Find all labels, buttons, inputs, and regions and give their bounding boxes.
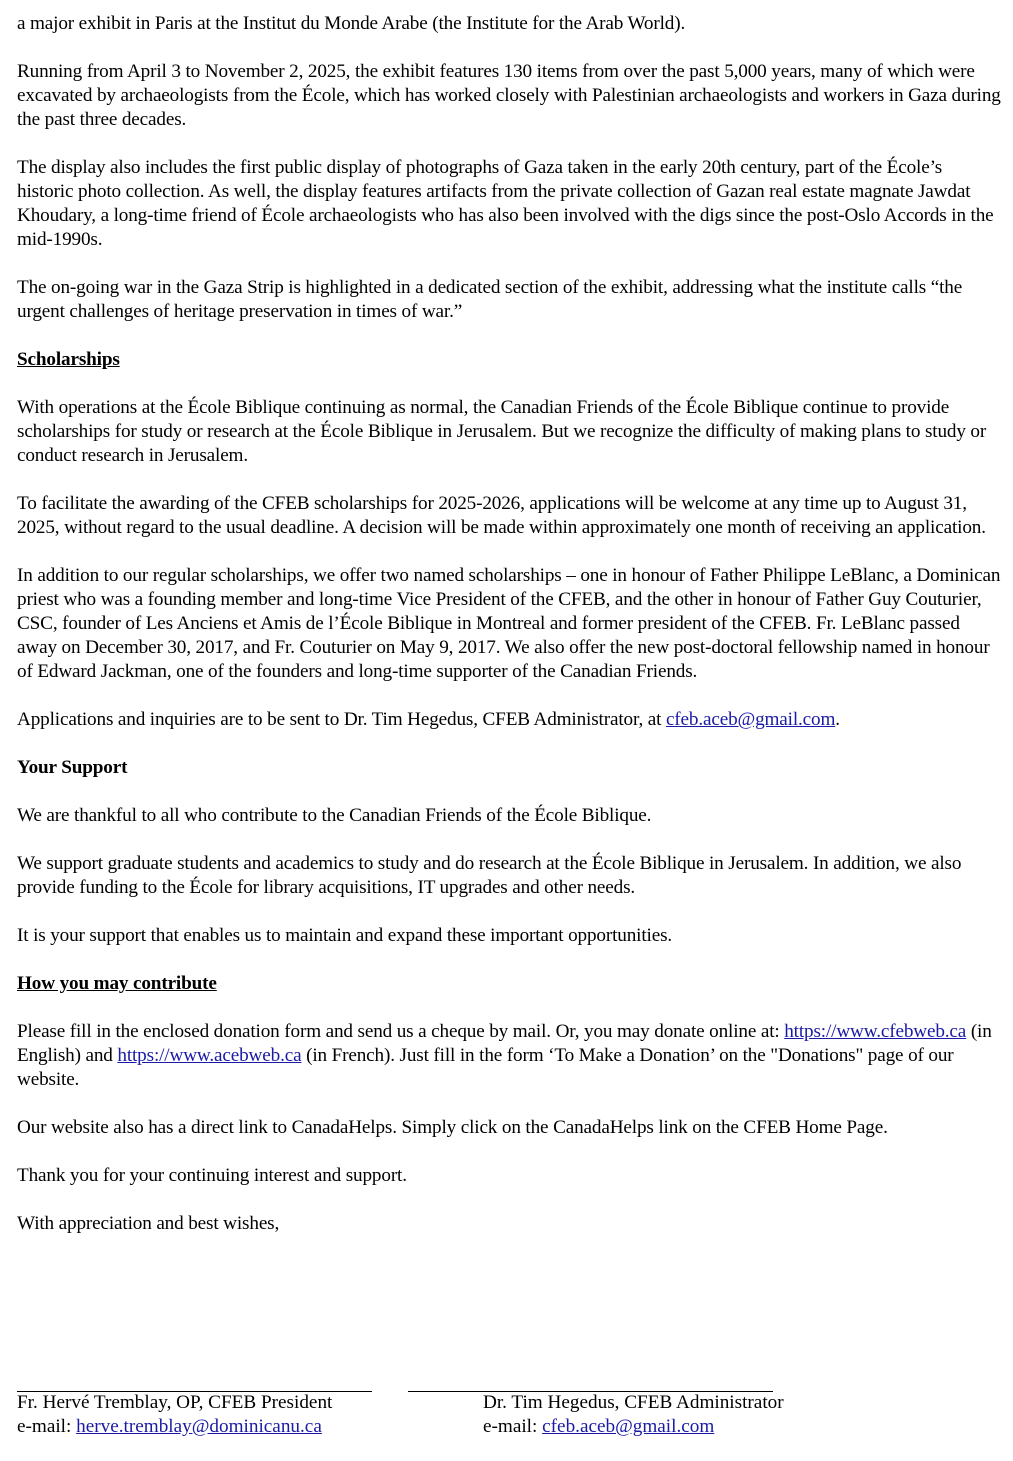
paragraph-scholarships-2: To facilitate the awarding of the CFEB scholarships for 2025-2026, applications will be welcome at any time up to August 31, 2025, without regard to the usual deadline. A decision will be made within approximately one month of receiving an application. [17, 493, 986, 538]
signature-line-right [408, 1377, 773, 1392]
email-link-president[interactable]: herve.tremblay@dominicanu.ca [76, 1416, 322, 1437]
signature-line-left [17, 1377, 372, 1392]
email-label: e-mail: [483, 1416, 543, 1437]
heading-scholarships: Scholarships [17, 349, 120, 370]
paragraph-closing: With appreciation and best wishes, [17, 1213, 280, 1234]
signature-right-text [483, 1391, 784, 1439]
text: Please fill in the enclosed donation form and send us a cheque by mail. Or, you may donate online at: [17, 1021, 785, 1042]
email-link-administrator[interactable]: cfeb.aceb@gmail.com [542, 1416, 715, 1437]
paragraph-scholarships-3: In addition to our regular scholarships, we offer two named scholarships – one in honour of Father Philippe LeBlanc, a Dominican priest who was a founding member and long-time Vice President of the CFEB, and the other in honour of Father Guy Couturier, CSC, founder of Les Anciens et Amis de l’École Biblique in Montreal and former president of the CFEB. Fr. LeBlanc passed away on December 30, 2017, and Fr. Couturier on May 9, 2017. We also offer the new post-doctoral fellowship named in honour of Edward Jackman, one of the founders and long-time supporter of the Canadian Friends. [17, 565, 1001, 682]
text: (in French). Just fill in the form ‘To Make a Donation’ on the "Donations" page of our website. [17, 1045, 954, 1090]
signature-left-text [17, 1391, 332, 1439]
signature-right [408, 1375, 784, 1437]
paragraph-exhibit-intro: a major exhibit in Paris at the Institut du Monde Arabe (the Institute for the Arab World). [17, 13, 686, 34]
signer-email-row [483, 1415, 784, 1439]
heading-how-to-contribute: How you may contribute [17, 973, 217, 994]
text: (in English) and [17, 1021, 992, 1066]
paragraph-scholarships-4 [17, 708, 1002, 732]
paragraph-contribute-3: Thank you for your continuing interest and support. [17, 1165, 407, 1186]
signer-email-row [17, 1415, 332, 1439]
paragraph-contribute-2: Our website also has a direct link to CanadaHelps. Simply click on the CanadaHelps link on the CFEB Home Page. [17, 1117, 888, 1138]
text: Applications and inquiries are to be sent to Dr. Tim Hegedus, CFEB Administrator, at [17, 709, 666, 730]
paragraph-support-3: It is your support that enables us to maintain and expand these important opportunities. [17, 925, 673, 946]
paragraph-exhibit-dates: Running from April 3 to November 2, 2025, the exhibit features 130 items from over the past 5,000 years, many of which were excavated by archaeologists from the École, which has worked closely with Palestinian archaeologists and workers in Gaza during the past three decades. [17, 61, 1001, 130]
document-body [17, 12, 1002, 1260]
paragraph-scholarships-1: With operations at the École Biblique continuing as normal, the Canadian Friends of the École Biblique continue to provide scholarships for study or research at the École Biblique in Jerusalem. But we recognize the difficulty of making plans to study or conduct research in Jerusalem. [17, 397, 987, 466]
paragraph-support-1: We are thankful to all who contribute to the Canadian Friends of the École Biblique. [17, 805, 652, 826]
email-link-cfeb[interactable]: cfeb.aceb@gmail.com [665, 709, 836, 730]
paragraph-support-2: We support graduate students and academics to study and do research at the École Biblique in Jerusalem. In addition, we also provide funding to the École for library acquisitions, IT upgrades and other needs. [17, 853, 962, 898]
paragraph-exhibit-war: The on-going war in the Gaza Strip is highlighted in a dedicated section of the exhibit, addressing what the institute calls “the urgent challenges of heritage preservation in times of war.” [17, 277, 963, 322]
signer-name-president: Fr. Hervé Tremblay, OP, CFEB President [17, 1392, 333, 1413]
paragraph-contribute-1 [17, 1020, 1002, 1092]
email-label: e-mail: [17, 1416, 77, 1437]
link-english-site[interactable]: https://www.cfebweb.ca [784, 1021, 967, 1042]
text: . [835, 709, 840, 730]
link-french-site[interactable]: https://www.acebweb.ca [117, 1045, 302, 1066]
signature-left [17, 1375, 372, 1437]
paragraph-exhibit-display: The display also includes the first public display of photographs of Gaza taken in the early 20th century, part of the École’s historic photo collection. As well, the display features artifacts from the private collection of Gazan real estate magnate Jawdat Khoudary, a long-time friend of École archaeologists who has also been involved with the digs since the post-Oslo Accords in the mid-1990s. [17, 157, 994, 250]
signer-name-administrator: Dr. Tim Hegedus, CFEB Administrator [483, 1392, 784, 1413]
heading-your-support: Your Support [17, 757, 128, 778]
